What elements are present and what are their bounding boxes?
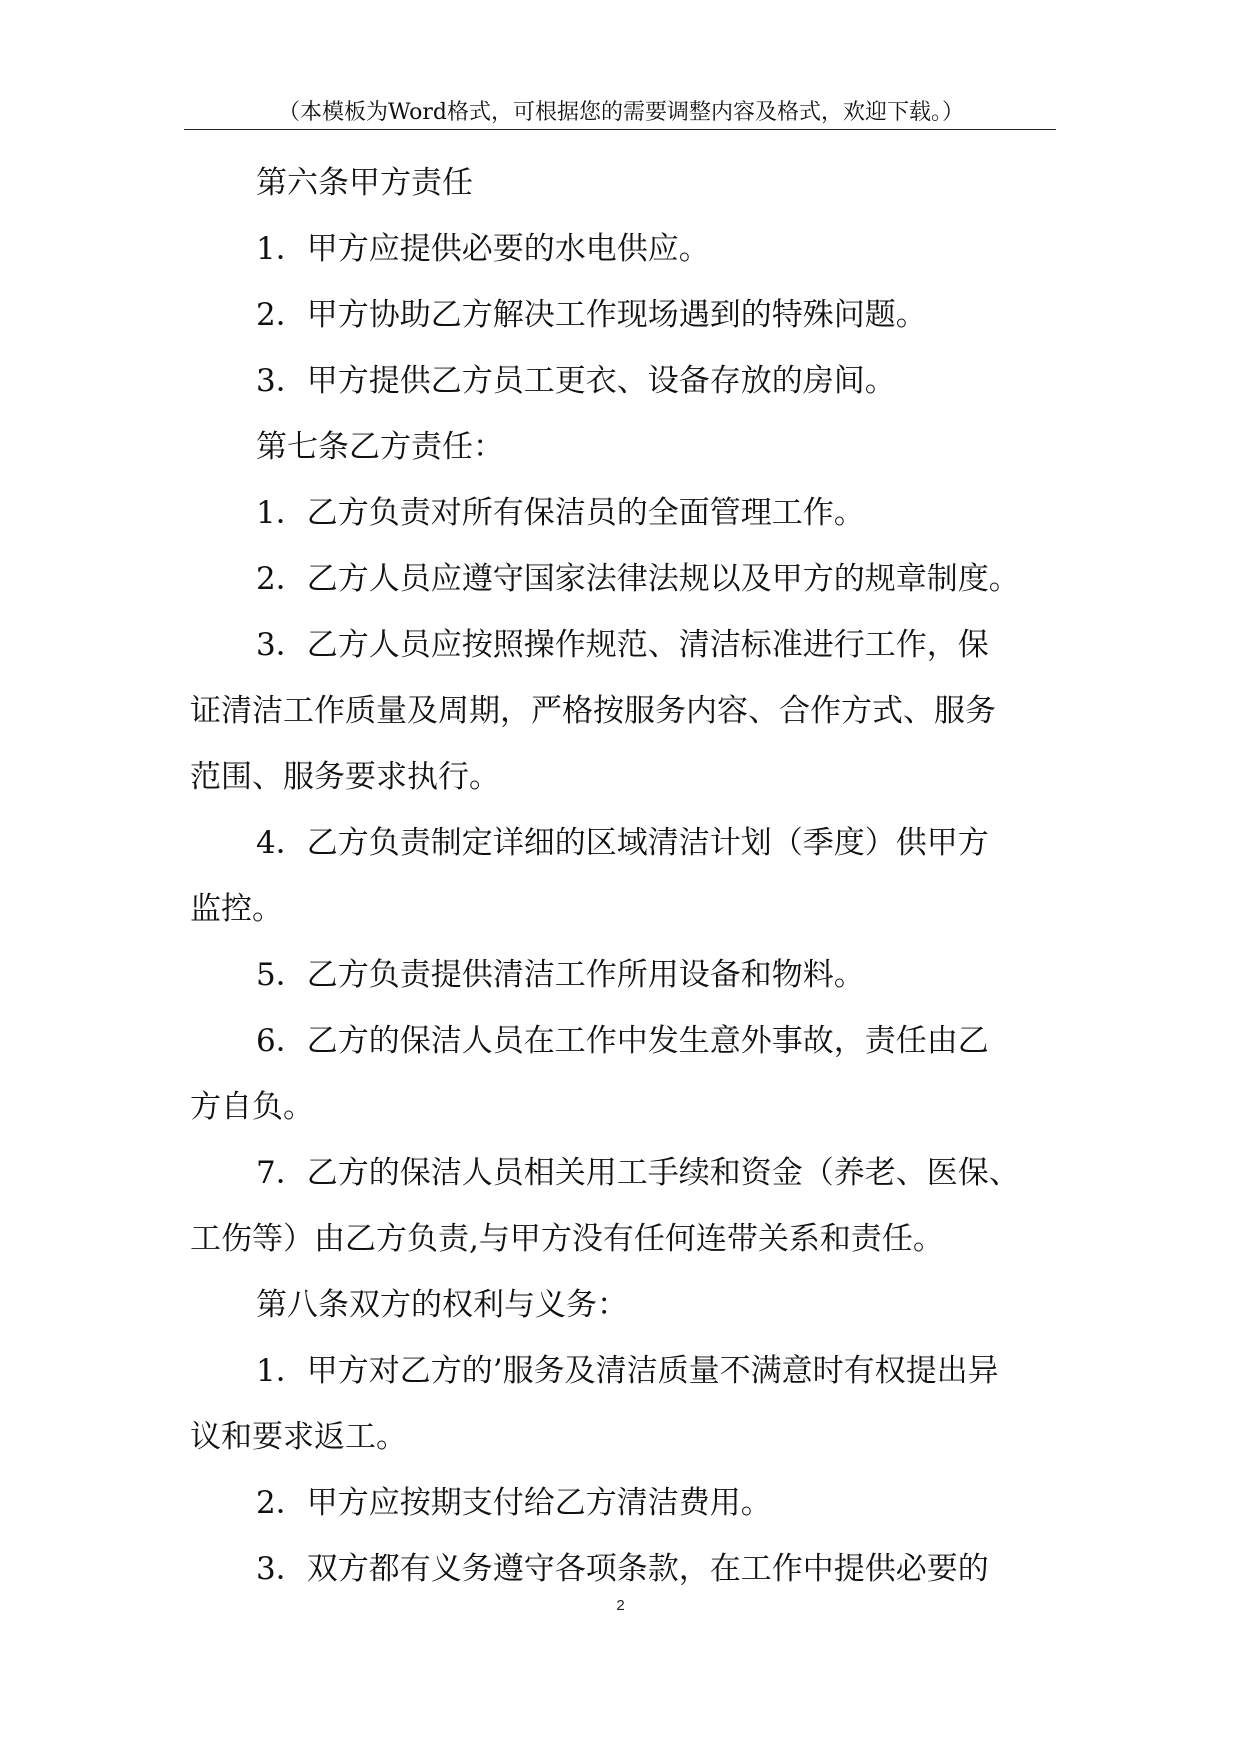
- page-header-note: （本模板为Word格式，可根据您的需要调整内容及格式，欢迎下载。）: [278, 100, 964, 125]
- header-divider: [184, 129, 1056, 130]
- article-6-item-3: [190, 348, 1060, 414]
- paragraph-line: 工伤等）由乙方负责,与甲方没有任何连带关系和责任。: [190, 1221, 944, 1257]
- article-8-item-2: [190, 1470, 1060, 1536]
- page-number: 2: [616, 1597, 625, 1614]
- article-7-heading: [190, 414, 1060, 480]
- paragraph-line: 4．乙方负责制定详细的区域清洁计划（季度）供甲方: [256, 825, 989, 861]
- paragraph-line: 2．甲方协助乙方解决工作现场遇到的特殊问题。: [256, 297, 927, 333]
- paragraph-line: 范围、服务要求执行。: [190, 759, 500, 795]
- paragraph-line: 监控。: [190, 891, 283, 927]
- paragraph-line: 1．甲方应提供必要的水电供应。: [256, 231, 710, 267]
- article-6-item-2: [190, 282, 1060, 348]
- document-body: [190, 150, 1060, 1602]
- article-7-item-3: [190, 612, 1060, 810]
- article-6-heading: [190, 150, 1060, 216]
- paragraph-line: 3．乙方人员应按照操作规范、清洁标准进行工作，保: [256, 627, 989, 663]
- paragraph-line: 5．乙方负责提供清洁工作所用设备和物料。: [256, 957, 865, 993]
- paragraph-line: 7．乙方的保洁人员相关用工手续和资金（养老、医保、: [256, 1155, 1020, 1191]
- article-8-item-1: [190, 1338, 1060, 1470]
- paragraph-line: 1．乙方负责对所有保洁员的全面管理工作。: [256, 495, 865, 531]
- paragraph-line: 2．乙方人员应遵守国家法律法规以及甲方的规章制度。: [256, 561, 1020, 597]
- paragraph-line: 3．双方都有义务遵守各项条款，在工作中提供必要的: [256, 1551, 989, 1587]
- article-7-item-6: [190, 1008, 1060, 1140]
- paragraph-line: 证清洁工作质量及周期，严格按服务内容、合作方式、服务: [190, 693, 996, 729]
- paragraph-line: 6．乙方的保洁人员在工作中发生意外事故，责任由乙: [256, 1023, 989, 1059]
- article-8-heading: [190, 1272, 1060, 1338]
- paragraph-line: 3．甲方提供乙方员工更衣、设备存放的房间。: [256, 363, 896, 399]
- article-8-item-3: [190, 1536, 1060, 1602]
- article-7-item-2: [190, 546, 1060, 612]
- article-7-item-4: [190, 810, 1060, 942]
- paragraph-line: 方自负。: [190, 1089, 314, 1125]
- paragraph-line: 第八条双方的权利与义务：: [256, 1287, 628, 1323]
- paragraph-line: 第七条乙方责任：: [256, 429, 504, 465]
- paragraph-line: 1．甲方对乙方的’服务及清洁质量不满意时有权提出异: [256, 1353, 999, 1389]
- article-7-item-7: [190, 1140, 1060, 1272]
- paragraph-line: 议和要求返工。: [190, 1419, 407, 1455]
- paragraph-line: 2．甲方应按期支付给乙方清洁费用。: [256, 1485, 772, 1521]
- article-7-item-5: [190, 942, 1060, 1008]
- article-7-item-1: [190, 480, 1060, 546]
- paragraph-line: 第六条甲方责任: [256, 165, 473, 201]
- article-6-item-1: [190, 216, 1060, 282]
